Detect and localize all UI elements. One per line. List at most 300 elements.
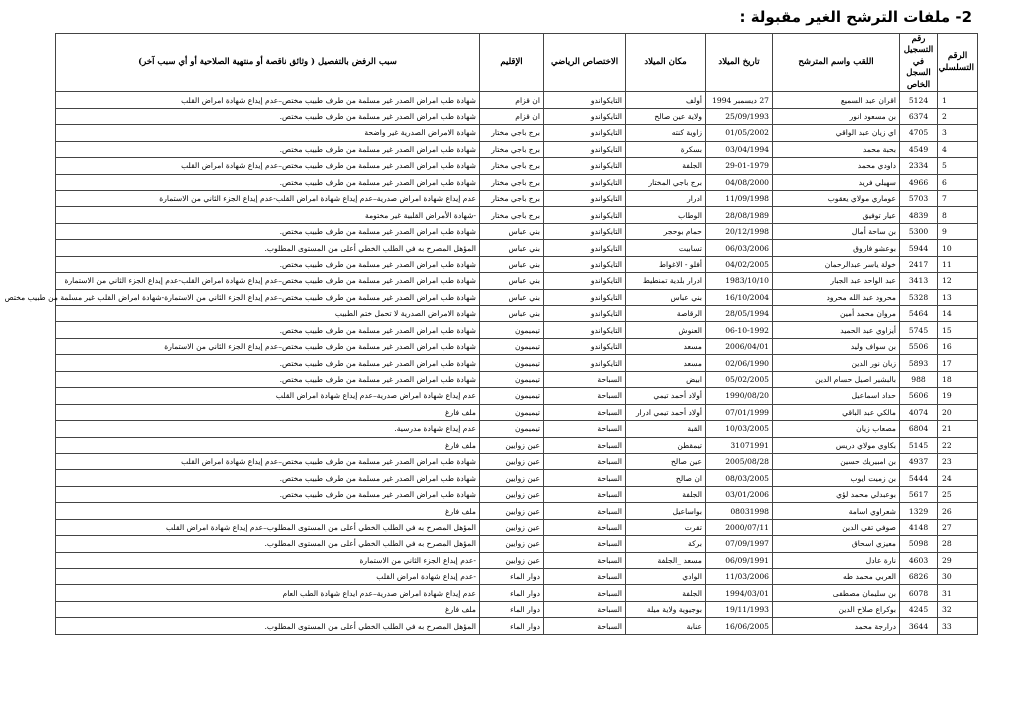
cell-reg: 5893: [900, 355, 938, 371]
cell-num: 32: [938, 601, 978, 617]
cell-region: ان قزام: [480, 92, 544, 108]
cell-reason: شهادة طب امراض الصدر غير مسلمة من طرف طبيب مختص.: [56, 355, 480, 371]
cell-birth-date: 16/06/2005: [706, 618, 773, 634]
cell-num: 2: [938, 108, 978, 124]
cell-region: بني عباس: [480, 273, 544, 289]
cell-name: بن مسعود انور: [773, 108, 900, 124]
header-birth-place: مكان الميلاد: [626, 34, 706, 92]
cell-birth-place: أفلو - الاغواط: [626, 256, 706, 272]
cell-region: عين زوايين: [480, 470, 544, 486]
cell-specialty: التايكواندو: [544, 338, 626, 354]
cell-birth-place: تسابيت: [626, 240, 706, 256]
cell-reg: 5124: [900, 92, 938, 108]
cell-region: عين زوايين: [480, 552, 544, 568]
cell-region: عين زوايين: [480, 519, 544, 535]
cell-reg: 5300: [900, 223, 938, 239]
cell-birth-date: 31071991: [706, 437, 773, 453]
cell-name: بوكراع صلاح الدين: [773, 601, 900, 617]
cell-birth-place: مسعد: [626, 338, 706, 354]
cell-birth-place: الوطاب: [626, 207, 706, 223]
cell-birth-place: الجلفة: [626, 486, 706, 502]
cell-name: عيار توفيق: [773, 207, 900, 223]
cell-num: 3: [938, 125, 978, 141]
cell-region: عين زوايين: [480, 453, 544, 469]
cell-specialty: التايكواندو: [544, 125, 626, 141]
table-body: [4, 92, 978, 634]
table-row: [56, 207, 978, 223]
cell-reason: شهادة طب امراض الصدر غير مسلمة من طرف طبيب مختص–عدم إيداع الجزء الثاني من الاستمارة: [56, 338, 480, 354]
cell-specialty: التايكواندو: [544, 190, 626, 206]
cell-reason: ملف فارغ: [56, 437, 480, 453]
cell-reason: عدم إيداع شهادة امراض صدرية–عدم إيداع شهادة امراض القلب-عدم إيداع الجزء الثاني من الاستمارة: [56, 190, 480, 206]
cell-reg: 5464: [900, 306, 938, 322]
cell-birth-date: 11/03/2006: [706, 569, 773, 585]
cell-reason: شهادة طب امراض الصدر غير مسلمة من طرف طبيب مختص.: [56, 141, 480, 157]
cell-birth-place: أولف: [626, 92, 706, 108]
cell-reason: ملف فارغ: [56, 404, 480, 420]
cell-reason: شهادة طب امراض الصدر غير مسلمة من طرف طبيب مختص.: [56, 470, 480, 486]
cell-reason: شهادة طب امراض الصدر غير مسلمة من طرف طبيب مختص–عدم إيداع شهادة امراض القلب: [56, 453, 480, 469]
cell-num: 4: [938, 141, 978, 157]
table-row: [56, 519, 978, 535]
cell-reg: 3413: [900, 273, 938, 289]
cell-birth-place: ادرار: [626, 190, 706, 206]
cell-birth-date: 05/02/2005: [706, 371, 773, 387]
table-header-row: [56, 34, 978, 92]
cell-num: 30: [938, 569, 978, 585]
cell-name: بن امبيريك حسين: [773, 453, 900, 469]
page-title: 2- ملفات الترشح الغير مقبولة :: [739, 8, 972, 26]
table-row: [56, 240, 978, 256]
cell-specialty: السباحة: [544, 486, 626, 502]
table-row: [56, 388, 978, 404]
cell-reason: ملف فارغ: [56, 503, 480, 519]
cell-name: بكاوي مولاي دريس: [773, 437, 900, 453]
cell-reg: 4074: [900, 404, 938, 420]
cell-birth-place: عنابة: [626, 618, 706, 634]
cell-birth-date: 2006/04/01: [706, 338, 773, 354]
cell-birth-place: ولاية عين صالح: [626, 108, 706, 124]
table-row: [56, 306, 978, 322]
cell-name: بحبة محمد: [773, 141, 900, 157]
cell-name: بن سليمان مصطفى: [773, 585, 900, 601]
table-row: [56, 421, 978, 437]
cell-num: 28: [938, 536, 978, 552]
table-row: [56, 601, 978, 617]
cell-specialty: التايكواندو: [544, 223, 626, 239]
cell-name: بن زميت ايوب: [773, 470, 900, 486]
cell-birth-place: الجلفة: [626, 585, 706, 601]
cell-reason: المؤهل المصرح به في الطلب الخطي أعلى من المستوى المطلوب.: [56, 536, 480, 552]
cell-region: برج باجي مختار: [480, 174, 544, 190]
cell-birth-place: بوجيوية ولاية ميلة: [626, 601, 706, 617]
table-row: [56, 141, 978, 157]
cell-reg: 4549: [900, 141, 938, 157]
cell-specialty: السباحة: [544, 569, 626, 585]
cell-reg: 4966: [900, 174, 938, 190]
cell-reg: 3644: [900, 618, 938, 634]
cell-region: تيميمون: [480, 404, 544, 420]
cell-birth-date: 28/08/1989: [706, 207, 773, 223]
cell-name: بن سواف وليد: [773, 338, 900, 354]
table-row: [56, 338, 978, 354]
cell-specialty: السباحة: [544, 437, 626, 453]
cell-region: تيميمون: [480, 388, 544, 404]
cell-reg: 4148: [900, 519, 938, 535]
cell-birth-date: 28/05/1994: [706, 306, 773, 322]
cell-specialty: التايكواندو: [544, 256, 626, 272]
table-row: [56, 536, 978, 552]
header-reason: سبب الرفض بالتفصيل ( وثائق ناقصة أو منتهية الصلاحية أو أي سبب آخر): [56, 34, 480, 92]
cell-num: 26: [938, 503, 978, 519]
cell-name: شعراوي اسامة: [773, 503, 900, 519]
cell-num: 10: [938, 240, 978, 256]
table-row: [56, 92, 978, 108]
cell-reg: 5703: [900, 190, 938, 206]
cell-birth-date: 2005/08/28: [706, 453, 773, 469]
cell-reg: 988: [900, 371, 938, 387]
cell-birth-date: 20/12/1998: [706, 223, 773, 239]
cell-reason: شهادة طب امراض الصدر غير مسلمة من طرف طبيب مختص.: [56, 322, 480, 338]
cell-reason: شهادة الامراض الصدرية لا تحمل ختم الطبيب: [56, 306, 480, 322]
table-row: [56, 273, 978, 289]
cell-reg: 4603: [900, 552, 938, 568]
cell-reason: شهادة طب امراض الصدر غير مسلمة من طرف طبيب مختص.: [56, 174, 480, 190]
table-row: [56, 618, 978, 634]
cell-reason: شهادة طب امراض الصدر غير مسلمة من طرف طبيب مختص–عدم إيداع شهادة امراض القلب: [56, 158, 480, 174]
cell-region: برج باجي مختار: [480, 207, 544, 223]
cell-num: 5: [938, 158, 978, 174]
cell-reason: ملف فارغ: [56, 601, 480, 617]
table-row: [56, 190, 978, 206]
cell-birth-place: القبة: [626, 421, 706, 437]
cell-region: برج باجي مختار: [480, 141, 544, 157]
cell-specialty: السباحة: [544, 503, 626, 519]
table-row: [56, 108, 978, 124]
cell-birth-date: 04/02/2005: [706, 256, 773, 272]
cell-specialty: السباحة: [544, 519, 626, 535]
cell-birth-date: 19/11/1993: [706, 601, 773, 617]
cell-reason: عدم إيداع شهادة امراض صدرية–عدم ايداع شهادة الطب العام: [56, 585, 480, 601]
table-row: [56, 453, 978, 469]
cell-reg: 5617: [900, 486, 938, 502]
cell-reg: 5328: [900, 289, 938, 305]
cell-birth-place: عين صالح: [626, 453, 706, 469]
cell-birth-date: 08/03/2005: [706, 470, 773, 486]
cell-reason: شهادة طب امراض الصدر غير مسلمة من طرف طبيب مختص.: [56, 108, 480, 124]
cell-birth-date: 25/09/1993: [706, 108, 773, 124]
cell-birth-place: مسعد _الجلفة: [626, 552, 706, 568]
cell-reason: شهادة طب امراض الصدر غير مسلمة من طرف طبيب مختص.: [56, 256, 480, 272]
cell-specialty: التايكواندو: [544, 355, 626, 371]
cell-specialty: السباحة: [544, 618, 626, 634]
cell-region: بني عباس: [480, 240, 544, 256]
cell-specialty: السباحة: [544, 421, 626, 437]
cell-num: 7: [938, 190, 978, 206]
cell-reason: المؤهل المصرح به في الطلب الخطي أعلى من المستوى المطلوب.: [56, 618, 480, 634]
cell-num: 25: [938, 486, 978, 502]
cell-birth-date: 01/05/2002: [706, 125, 773, 141]
cell-specialty: التايكواندو: [544, 306, 626, 322]
cell-name: بن ساحة أمال: [773, 223, 900, 239]
cell-num: 20: [938, 404, 978, 420]
cell-birth-date: 1983/10/10: [706, 273, 773, 289]
cell-reg: 6826: [900, 569, 938, 585]
cell-reg: 4705: [900, 125, 938, 141]
cell-reg: 4839: [900, 207, 938, 223]
cell-specialty: السباحة: [544, 552, 626, 568]
cell-region: دوار الماء: [480, 585, 544, 601]
cell-region: دوار الماء: [480, 618, 544, 634]
cell-name: سهيلي فريد: [773, 174, 900, 190]
cell-name: درارجة محمد: [773, 618, 900, 634]
cell-name: اي زيان عبد الواقي: [773, 125, 900, 141]
cell-reason: شهادة طب امراض الصدر غير مسلمة من طرف طبيب مختص.: [56, 223, 480, 239]
cell-birth-date: 11/09/1998: [706, 190, 773, 206]
cell-reg: 6374: [900, 108, 938, 124]
cell-num: 9: [938, 223, 978, 239]
cell-reg: 5606: [900, 388, 938, 404]
cell-num: 11: [938, 256, 978, 272]
table-row: [56, 503, 978, 519]
cell-region: دوار الماء: [480, 601, 544, 617]
cell-region: تيميمون: [480, 322, 544, 338]
table-row: [56, 371, 978, 387]
cell-specialty: السباحة: [544, 453, 626, 469]
cell-num: 19: [938, 388, 978, 404]
cell-region: بني عباس: [480, 256, 544, 272]
cell-specialty: التايكواندو: [544, 108, 626, 124]
table-row: [56, 486, 978, 502]
cell-name: خولة ياسر عبدالرحمان: [773, 256, 900, 272]
cell-name: العربي محمد طه: [773, 569, 900, 585]
cell-num: 8: [938, 207, 978, 223]
cell-birth-place: بسكرة: [626, 141, 706, 157]
cell-reg: 5145: [900, 437, 938, 453]
cell-name: معيزي اسحاق: [773, 536, 900, 552]
cell-name: أيزاوي عبد الحميد: [773, 322, 900, 338]
cell-reason: -عدم إيداع الجزء الثاني من الاستمارة: [56, 552, 480, 568]
table-row: [56, 289, 978, 305]
cell-birth-date: 03/04/1994: [706, 141, 773, 157]
cell-num: 1: [938, 92, 978, 108]
cell-name: بوعبدلي محمد لؤي: [773, 486, 900, 502]
cell-region: بني عباس: [480, 223, 544, 239]
cell-birth-place: أولاد أحمد تيمي ادرار: [626, 404, 706, 420]
cell-birth-place: ادرار بلدية تمنطيط: [626, 273, 706, 289]
table-row: [56, 355, 978, 371]
cell-name: صوفي تقي الدين: [773, 519, 900, 535]
cell-reason: شهادة طب امراض الصدر غير مسلمة من طرف طبيب مختص–عدم إيداع الجزء الثاني من الاستمارة-شهادة امراض القلب غير مسلمة من طبيب مختص: [56, 289, 480, 305]
cell-specialty: التايكواندو: [544, 289, 626, 305]
cell-region: عين زوايين: [480, 536, 544, 552]
cell-specialty: التايكواندو: [544, 92, 626, 108]
cell-reg: 6804: [900, 421, 938, 437]
cell-reg: 5098: [900, 536, 938, 552]
cell-region: عين زوايين: [480, 503, 544, 519]
cell-specialty: السباحة: [544, 404, 626, 420]
cell-birth-date: 2000/07/11: [706, 519, 773, 535]
cell-birth-place: أولاد أحمد تيمي: [626, 388, 706, 404]
cell-num: 33: [938, 618, 978, 634]
rejected-applications-table: [4, 33, 978, 635]
cell-birth-place: مسعد: [626, 355, 706, 371]
cell-num: 24: [938, 470, 978, 486]
cell-region: دوار الماء: [480, 569, 544, 585]
cell-reg: 5506: [900, 338, 938, 354]
cell-name: اقران عبد السميع: [773, 92, 900, 108]
header-specialty: الاختصاص الرياضي: [544, 34, 626, 92]
cell-name: مروان محمد أمين: [773, 306, 900, 322]
cell-birth-date: 08031998: [706, 503, 773, 519]
cell-reg: 4245: [900, 601, 938, 617]
cell-reason: -شهادة الأمراض القلبية غير مختومة: [56, 207, 480, 223]
cell-specialty: التايكواندو: [544, 273, 626, 289]
table-row: [56, 569, 978, 585]
cell-region: تيميمون: [480, 371, 544, 387]
cell-birth-place: الجلفة: [626, 158, 706, 174]
cell-num: 31: [938, 585, 978, 601]
cell-birth-place: حمام بوحجر: [626, 223, 706, 239]
cell-num: 18: [938, 371, 978, 387]
cell-specialty: التايكواندو: [544, 141, 626, 157]
header-region: الإقليم: [480, 34, 544, 92]
cell-reg: 2334: [900, 158, 938, 174]
cell-specialty: السباحة: [544, 371, 626, 387]
cell-reason: شهادة طب امراض الصدر غير مسلمة من طرف طبيب مختص–عدم إيداع شهادة امراض القلب-عدم إيداع الجزء الثاني من الاستمارة: [56, 273, 480, 289]
cell-specialty: السباحة: [544, 388, 626, 404]
cell-region: برج باجي مختار: [480, 125, 544, 141]
header-num: الرقم التسلسلي: [938, 34, 978, 92]
cell-name: حداد اسماعيل: [773, 388, 900, 404]
cell-reason: شهادة الامراض الصدرية غير واضحة: [56, 125, 480, 141]
cell-name: نارة عادل: [773, 552, 900, 568]
cell-birth-date: 03/01/2006: [706, 486, 773, 502]
rejected-applications-table-wrapper: [4, 33, 977, 635]
cell-name: محرود عبد الله محرود: [773, 289, 900, 305]
cell-reg: 1329: [900, 503, 938, 519]
cell-num: 6: [938, 174, 978, 190]
cell-name: مصعاب زيان: [773, 421, 900, 437]
cell-reg: 2417: [900, 256, 938, 272]
cell-birth-place: العنوش: [626, 322, 706, 338]
cell-birth-place: زاوية كنته: [626, 125, 706, 141]
cell-reason: عدم إيداع شهادة مدرسية.: [56, 421, 480, 437]
cell-reason: المؤهل المصرح به في الطلب الخطي أعلى من المستوى المطلوب–عدم إيداع شهادة امراض القلب: [56, 519, 480, 535]
table-row: [56, 256, 978, 272]
table-row: [56, 585, 978, 601]
cell-specialty: التايكواندو: [544, 158, 626, 174]
table-row: [56, 223, 978, 239]
cell-birth-date: 29-01-1979: [706, 158, 773, 174]
cell-name: عبد الواحد عبد الجبار: [773, 273, 900, 289]
cell-specialty: السباحة: [544, 585, 626, 601]
cell-num: 22: [938, 437, 978, 453]
cell-birth-date: 02/06/1990: [706, 355, 773, 371]
table-row: [56, 158, 978, 174]
header-name: اللقب واسم المترشح: [773, 34, 900, 92]
cell-birth-date: 06/09/1991: [706, 552, 773, 568]
cell-reason: -عدم إيداع شهادة امراض القلب: [56, 569, 480, 585]
table-row: [56, 437, 978, 453]
cell-num: 14: [938, 306, 978, 322]
cell-name: زيان نور الدين: [773, 355, 900, 371]
cell-birth-date: 1994/03/01: [706, 585, 773, 601]
cell-birth-date: 10/03/2005: [706, 421, 773, 437]
cell-reason: المؤهل المصرح به في الطلب الخطي أعلى من المستوى المطلوب.: [56, 240, 480, 256]
cell-birth-place: الرقاصة: [626, 306, 706, 322]
cell-reason: عدم إيداع شهادة امراض صدرية–عدم إيداع شهادة امراض القلب: [56, 388, 480, 404]
cell-reg: 5745: [900, 322, 938, 338]
cell-region: بني عباس: [480, 289, 544, 305]
cell-region: ان قزام: [480, 108, 544, 124]
cell-birth-date: 04/08/2000: [706, 174, 773, 190]
cell-name: بوعشو فاروق: [773, 240, 900, 256]
cell-specialty: التايكواندو: [544, 174, 626, 190]
cell-specialty: التايكواندو: [544, 240, 626, 256]
cell-num: 21: [938, 421, 978, 437]
cell-num: 17: [938, 355, 978, 371]
table-row: [56, 470, 978, 486]
cell-region: برج باجي مختار: [480, 158, 544, 174]
cell-birth-place: تقرت: [626, 519, 706, 535]
cell-specialty: السباحة: [544, 536, 626, 552]
table-row: [56, 125, 978, 141]
cell-birth-date: 07/09/1997: [706, 536, 773, 552]
cell-region: برج باجي مختار: [480, 190, 544, 206]
cell-num: 12: [938, 273, 978, 289]
table-row: [56, 322, 978, 338]
cell-birth-place: الوادي: [626, 569, 706, 585]
cell-specialty: السباحة: [544, 470, 626, 486]
cell-birth-date: 16/10/2004: [706, 289, 773, 305]
cell-num: 13: [938, 289, 978, 305]
cell-num: 15: [938, 322, 978, 338]
header-reg: رقم التسجيل في السجل الخاص: [900, 34, 938, 92]
cell-num: 29: [938, 552, 978, 568]
cell-birth-place: ان صالح: [626, 470, 706, 486]
cell-name: عوماري مولاي يعقوب: [773, 190, 900, 206]
cell-reason: شهادة طب امراض الصدر غير مسلمة من طرف طبيب مختص–عدم إيداع شهادة امراض القلب: [56, 92, 480, 108]
cell-reg: 5444: [900, 470, 938, 486]
cell-reason: شهادة طب امراض الصدر غير مسلمة من طرف طبيب مختص.: [56, 371, 480, 387]
cell-reg: 5944: [900, 240, 938, 256]
cell-region: تيميمون: [480, 355, 544, 371]
cell-birth-date: 1990/08/20: [706, 388, 773, 404]
cell-birth-place: تيمقطن: [626, 437, 706, 453]
cell-birth-place: بواساعيل: [626, 503, 706, 519]
cell-name: داودي محمد: [773, 158, 900, 174]
cell-region: تيميمون: [480, 421, 544, 437]
cell-birth-date: 06/03/2006: [706, 240, 773, 256]
cell-region: بني عباس: [480, 306, 544, 322]
cell-reason: شهادة طب امراض الصدر غير مسلمة من طرف طبيب مختص.: [56, 486, 480, 502]
cell-num: 16: [938, 338, 978, 354]
table-row: [56, 174, 978, 190]
table-row: [56, 552, 978, 568]
cell-birth-date: 27 ديسمبر 1994: [706, 92, 773, 108]
cell-region: عين زوايين: [480, 486, 544, 502]
cell-reg: 6078: [900, 585, 938, 601]
cell-specialty: التايكواندو: [544, 207, 626, 223]
cell-birth-date: 07/01/1999: [706, 404, 773, 420]
cell-specialty: التايكواندو: [544, 322, 626, 338]
cell-birth-place: بني عباس: [626, 289, 706, 305]
cell-num: 27: [938, 519, 978, 535]
cell-region: عين زوايين: [480, 437, 544, 453]
cell-birth-date: 06-10-1992: [706, 322, 773, 338]
table-row: [56, 404, 978, 420]
